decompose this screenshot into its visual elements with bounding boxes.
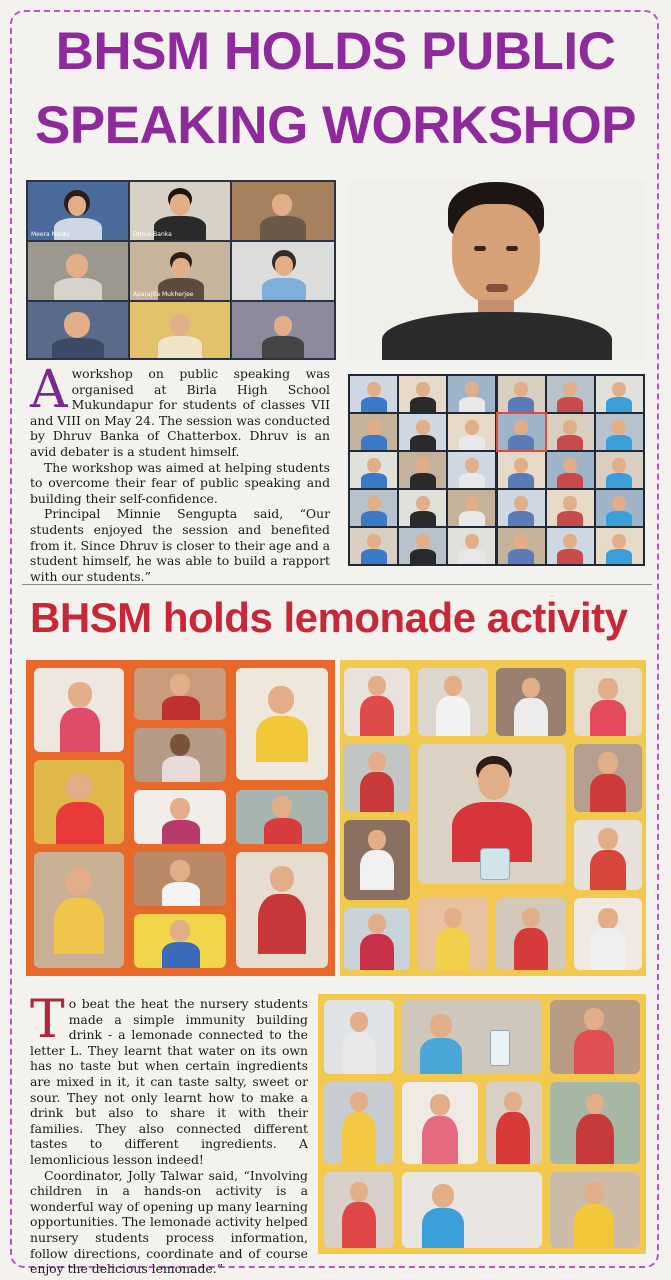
video-tile — [596, 452, 643, 488]
video-tile — [498, 376, 545, 412]
lemonade-collage-bottom — [318, 994, 646, 1254]
video-tile — [448, 528, 495, 564]
workshop-article-body — [30, 360, 330, 584]
video-tile — [547, 414, 594, 450]
students-video-grid-photo — [348, 374, 645, 566]
lemonade-collage-yellow — [340, 660, 646, 976]
video-tile — [547, 452, 594, 488]
video-tile — [596, 414, 643, 450]
video-tile — [498, 490, 545, 526]
lemonade-paragraph-2: Coordinator, Jolly Talwar said, “Involving children in a hands-on activity is a wonderful way of opening up many learning opportunities. The lemonade activity helped nursery students process information, follow directions, coordinate and of course enjoy the delicious lemonade.” — [30, 1167, 308, 1277]
video-tile — [596, 528, 643, 564]
video-tile — [399, 414, 446, 450]
video-tile — [350, 376, 397, 412]
video-tile — [498, 414, 545, 450]
video-tile — [448, 376, 495, 412]
video-tile — [399, 528, 446, 564]
video-tile — [399, 452, 446, 488]
speaker-portrait-photo — [348, 180, 645, 360]
headline-workshop-line1: BHSM HOLDS PUBLIC — [55, 22, 616, 81]
video-call-grid-photo — [26, 180, 336, 360]
video-tile — [350, 452, 397, 488]
lemonade-article-body — [30, 990, 308, 1277]
video-label-3: Aparajita Mukherjee — [133, 291, 194, 298]
video-tile — [350, 490, 397, 526]
video-tile — [350, 414, 397, 450]
video-tile — [547, 490, 594, 526]
lemonade-collage-orange — [26, 660, 335, 976]
video-tile — [596, 490, 643, 526]
workshop-paragraph-1: workshop on public speaking was organised at Birla High School Mukundapur for students of classes VII and VIII on May 24. The session was conducted by Dhruv Banka of Chatterbox. Dhruv is an avid debater is a student himself. — [30, 366, 330, 459]
video-tile — [596, 376, 643, 412]
video-tile — [547, 528, 594, 564]
video-tile — [448, 490, 495, 526]
lemonade-dropcap: T — [30, 990, 65, 1050]
workshop-paragraph-3: Principal Minnie Sengupta said, “Our students enjoyed the session and benefited from it. Since Dhruv is closer to their age and a student himself, he was able to build a rapport with our students.” — [30, 506, 330, 584]
video-tile — [498, 452, 545, 488]
video-tile — [448, 452, 495, 488]
section-divider — [22, 584, 652, 585]
headline-lemonade: BHSM holds lemonade activity — [30, 594, 628, 641]
workshop-dropcap: A — [30, 360, 68, 420]
video-tile — [399, 376, 446, 412]
video-tile — [399, 490, 446, 526]
video-tile — [498, 528, 545, 564]
video-label-1: Meera Naidu — [31, 231, 70, 238]
video-tile — [448, 414, 495, 450]
lemonade-paragraph-1: o beat the heat the nursery students made a simple immunity building drink - a lemonade connected to the letter L. They learnt that water on its own has no taste but when certain ingredients are mixed in it, it can taste salty, sweet or sour. They not only learnt how to make a drink but also to share it with their families. They also connected different tastes to different ingredients. A lemonlicious lesson indeed! — [30, 996, 308, 1167]
headline-workshop-line2: SPEAKING WORKSHOP — [34, 96, 637, 155]
video-tile — [350, 528, 397, 564]
workshop-paragraph-2: The workshop was aimed at helping students to overcome their fear of public speaking and building their self-confidence. — [30, 459, 330, 506]
video-tile — [547, 376, 594, 412]
video-label-2: Dhruv Banka — [133, 231, 172, 238]
